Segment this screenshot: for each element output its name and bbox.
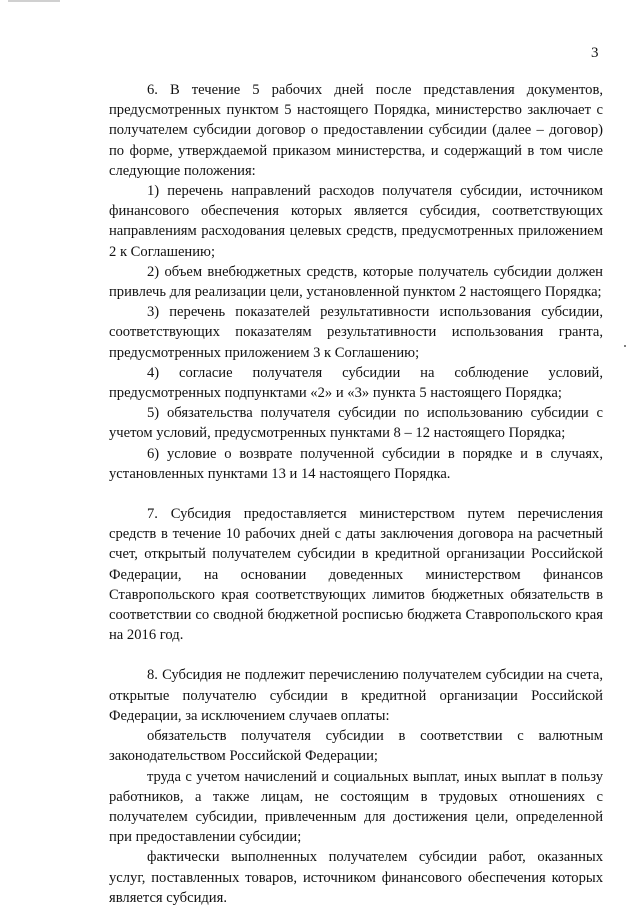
list-item-6-4: 4) согласие получателя субсидии на соблюдение условий, предусмотренных подпунктами «2» и «3» пункта 5 настоящего Порядка; xyxy=(109,364,603,402)
paragraph-7: 7. Субсидия предоставляется министерством путем перечисления средств в течение 10 рабочих дней с даты заключения договора на расчетный счет, открытый получателем субсидии в кредитной организации Российской Федерации, на основании доведенных министерством финансов Ставропольского края соответствующих лимитов бюджетных обязательств в соответствии со сводной бюджетной росписью бюджета Ставропольского края на 2016 год. xyxy=(109,506,603,644)
list-item-8-1: обязательств получателя субсидии в соответствии с валютным законодательством Российской Федерации; xyxy=(109,728,603,765)
scan-edge-mark xyxy=(8,0,60,2)
document-body xyxy=(109,80,603,908)
list-item-6-6: 6) условие о возврате полученной субсидии в порядке и в случаях, установленных пунктами 13 и 14 настоящего Порядка. xyxy=(109,445,603,482)
list-item-6-2: 2) объем внебюджетных средств, которые получатель субсидии должен привлечь для реализации цели, установленной пунктом 2 настоящего Порядка; xyxy=(109,263,603,301)
list-item-8-3: фактически выполненных получателем субсидии работ, оказанных услуг, поставленных товаров, источником финансового обеспечения которых является субсидия. xyxy=(109,849,603,906)
list-item-6-5: 5) обязательства получателя субсидии по использованию субсидии с учетом условий, предусмотренных пунктами 8 – 12 настоящего Порядка; xyxy=(109,405,603,442)
paragraph-8-intro: 8. Субсидия не подлежит перечислению получателем субсидии на счета, открытые получателю субсидии в кредитной организации Российской Федерации, за исключением случаев оплаты: xyxy=(109,667,603,724)
list-item-6-1: 1) перечень направлений расходов получателя субсидии, источником финансового обеспечения которых является субсидия, соответствующих направлениям расходования целевых средств, предусмотренных приложением 2 к Соглашению; xyxy=(109,183,603,260)
list-item-8-2: труда с учетом начислений и социальных выплат, иных выплат в пользу работников, а также лицам, не состоящим в трудовых отношениях с получателем субсидии, привлеченным для достижения цели, определенной при предоставлении субсидии; xyxy=(109,768,603,846)
list-item-6-3: 3) перечень показателей результативности использования субсидии, соответствующих показателям результативности использования гранта, предусмотренных приложением 3 к Соглашению; xyxy=(109,304,603,361)
paragraph-6-intro: 6. В течение 5 рабочих дней после представления документов, предусмотренных пунктом 5 настоящего Порядка, министерство заключает с получателем субсидии договор о предоставлении субсидии (далее – договор) по форме, утверждаемой приказом министерства, и содержащий в том числе следующие положения: xyxy=(109,82,603,179)
scan-speck xyxy=(624,345,626,347)
page-number: 3 xyxy=(591,45,599,61)
